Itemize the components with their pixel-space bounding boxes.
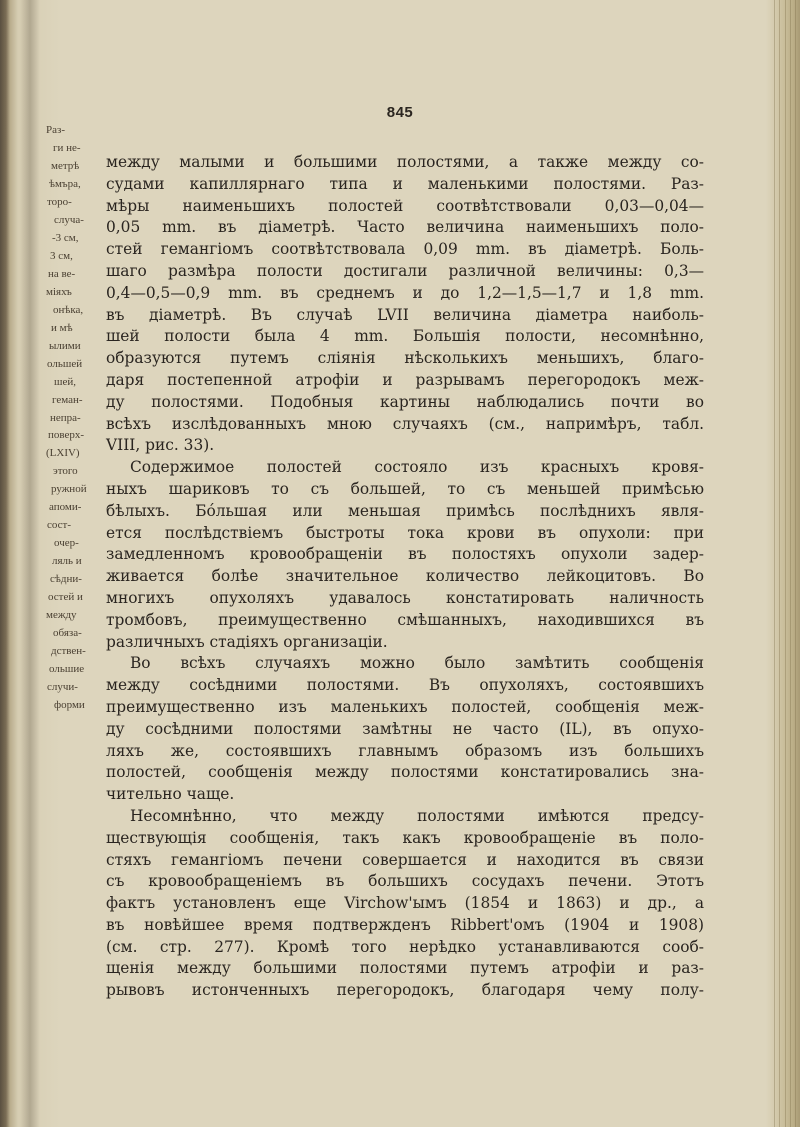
facing-page-fragment: ружной (51, 483, 87, 496)
facing-page-fragment: непра- (50, 411, 81, 424)
text-line: между малыми и большими полостями, а также между со- (106, 153, 704, 171)
text-line: стей гемангіомъ соотвѣтствовала 0,09 mm. въ діаметрѣ. Боль- (106, 240, 704, 259)
text-line: Несомнѣнно, что между полостями имѣются предсу- (130, 806, 704, 825)
facing-page-fragment: міяхъ (46, 285, 72, 298)
facing-page-fragment: 3 см, (50, 249, 73, 262)
facing-page-fragment: дствен- (51, 645, 86, 658)
text-line: ляхъ же, состоявшихъ главнымъ образомъ изъ большихъ (106, 741, 704, 760)
text-line: мѣры наименьшихъ полостей соотвѣтствовали 0,03—0,04— (106, 196, 704, 215)
text-line: между сосѣдними полостями. Въ опухоляхъ, состоявшихъ (106, 676, 704, 695)
facing-page-fragment: сост- (47, 519, 72, 532)
facing-page-fragment: торо- (47, 195, 72, 208)
text-line: шей полости была 4 mm. Большія полости, несомнѣнно, (106, 327, 704, 346)
text-line: шаго размѣра полости достигали различной величины: 0,3— (106, 261, 704, 280)
body-text (106, 152, 704, 1002)
facing-page-fragment: ольшие (49, 663, 85, 676)
text-line: ду полостями. Подобныя картины наблюдались почти во (106, 392, 704, 411)
facing-page-fragment: ылими (49, 339, 81, 352)
facing-page-fragment: ѣмъра, (49, 177, 81, 190)
text-line: стяхъ гемангіомъ печени совершается и находится въ связи (106, 850, 704, 869)
text-line: Содержимое полостей состояло изъ красныхъ кровя- (130, 458, 704, 477)
facing-page-fragment: остей и (48, 591, 83, 604)
text-line: ется послѣдствіемъ быстроты тока крови въ опухоли: при (106, 523, 704, 542)
text-line: различныхъ стадіяхъ организаціи. (106, 632, 388, 651)
facing-page-fragment: метрѣ (51, 159, 80, 172)
facing-page-fragment: очер- (54, 537, 79, 550)
facing-page-fragment: ляль и (52, 555, 82, 568)
facing-page-fragment: -3 см, (52, 231, 79, 244)
text-line: фактъ установленъ еще Virchow'ымъ (1854 и 1863) и др., а (106, 894, 704, 913)
text-line: полостей, сообщенія между полостями констатировались зна- (106, 763, 704, 782)
text-line: тромбовъ, преимущественно смѣшанныхъ, находившихся въ (106, 610, 704, 629)
text-line: съ кровообращеніемъ въ большихъ сосудахъ печени. Этотъ (106, 872, 704, 891)
text-line: ществующія сообщенія, такъ какъ кровообращеніе въ поло- (106, 828, 704, 847)
text-line: щенія между большими полостями путемъ атрофіи и раз- (106, 959, 704, 978)
facing-page-fragment: онѣка, (53, 303, 84, 316)
text-line: VIII, рис. 33). (106, 436, 215, 455)
facing-page-fragment: случи- (47, 681, 78, 694)
facing-page-fragment: ги не- (53, 141, 81, 154)
binding-gutter (0, 0, 87, 1127)
text-line: живается болѣе значительное количество лейкоцитовъ. Во (106, 567, 704, 586)
text-line: даря постепенной атрофіи и разрывамъ перегородокъ меж- (106, 370, 704, 389)
text-line: ныхъ шариковъ то съ большей, то съ меньшей примѣсью (106, 479, 704, 498)
facing-page-fragment: апоми- (49, 501, 82, 514)
text-line: чительно чаще. (106, 785, 235, 804)
facing-page-fragment: ольшей (47, 357, 83, 370)
facing-page-fragment: обяза- (53, 627, 82, 640)
facing-page-fragment: на ве- (48, 267, 76, 280)
page-edge (766, 0, 800, 1127)
text-line: судами капиллярнаго типа и маленькими полостями. Раз- (106, 174, 704, 193)
text-line: ду сосѣдними полостями замѣтны не часто (IL), въ опухо- (106, 719, 704, 738)
text-line: въ новѣйшее время подтвержденъ Ribbert'омъ (1904 и 1908) (106, 915, 704, 934)
facing-page-fragment: сѣдни- (50, 573, 82, 586)
text-line: 0,4—0,5—0,9 mm. въ среднемъ и до 1,2—1,5—1,7 и 1,8 mm. (106, 283, 704, 302)
text-line: 0,05 mm. въ діаметрѣ. Часто величина наименьшихъ поло- (106, 218, 704, 237)
facing-page-fragment: этого (53, 465, 78, 478)
page-number: 845 (386, 104, 414, 121)
text-line: преимущественно изъ маленькихъ полостей, сообщенія меж- (106, 697, 704, 716)
text-line: всѣхъ изслѣдованныхъ мною случаяхъ (см., напримѣръ, табл. (106, 414, 704, 433)
text-line: въ діаметрѣ. Въ случаѣ LVII величина діаметра наиболь- (106, 305, 704, 324)
text-line: рывовъ истонченныхъ перегородокъ, благодаря чему полу- (106, 981, 704, 1000)
text-line: замедленномъ кровообращеніи въ полостяхъ опухоли задер- (106, 545, 704, 564)
text-line: бѣлыхъ. Бóльшая или меньшая примѣсь послѣднихъ явля- (106, 501, 704, 520)
facing-page-fragment: и мѣ (51, 321, 73, 334)
facing-page-fragment: шей, (54, 375, 76, 388)
facing-page-fragment: (LXIV) (46, 447, 80, 460)
facing-page-fragment: геман- (52, 393, 83, 406)
text-line: Во всѣхъ случаяхъ можно было замѣтить сообщенія (130, 654, 704, 673)
text-line: (см. стр. 277). Кромѣ того нерѣдко устанавливаются сооб- (106, 937, 704, 956)
facing-page-fragment: поверх- (48, 429, 85, 442)
facing-page-fragment: форми (54, 699, 85, 711)
text-line: образуются путемъ сліянія нѣсколькихъ меньшихъ, благо- (106, 349, 704, 368)
facing-page-fragment: между (46, 609, 77, 622)
facing-page-fragment: случа- (54, 213, 84, 226)
binding-shadow (20, 0, 40, 1127)
facing-page-fragment: Раз- (46, 124, 66, 136)
text-line: многихъ опухоляхъ удавалось констатировать наличность (106, 588, 704, 607)
